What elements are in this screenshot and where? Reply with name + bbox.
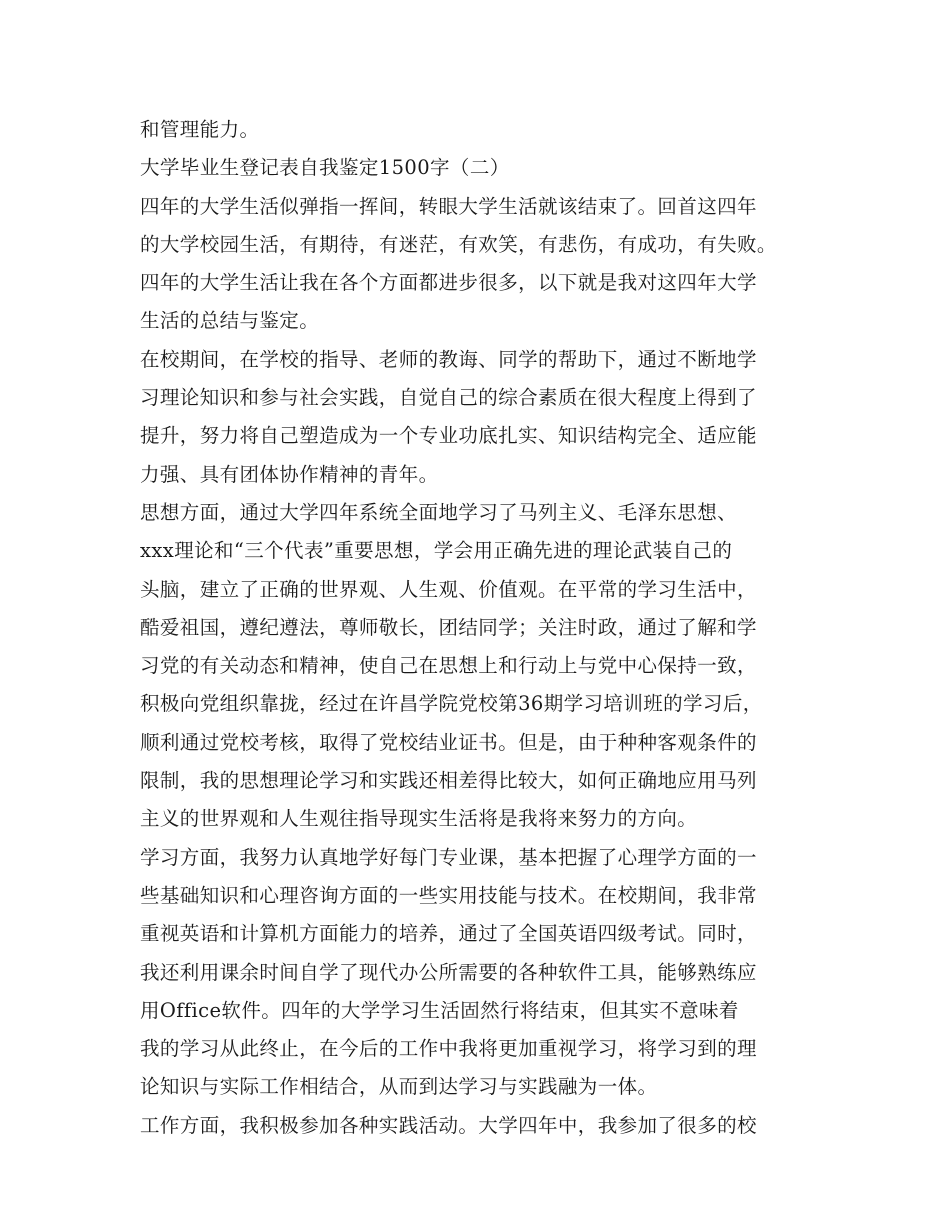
text-line: 的大学校园生活，有期待，有迷茫，有欢笑，有悲伤，有成功，有失败。 bbox=[140, 232, 777, 256]
text-line: 我的学习从此终止，在今后的工作中我将更加重视学习，将学习到的理 bbox=[140, 1037, 757, 1061]
text-line: 力强、具有团体协作精神的青年。 bbox=[140, 462, 439, 486]
text-line: 重视英语和计算机方面能力的培养，通过了全国英语四级考试。同时， bbox=[140, 922, 757, 946]
text-line: 论知识与实际工作相结合，从而到达学习与实践融为一体。 bbox=[140, 1075, 658, 1099]
section-heading: 大学毕业生登记表自我鉴定1500字（二） bbox=[140, 156, 510, 180]
text-line: 主义的世界观和人生观往指导现实生活将是我将来努力的方向。 bbox=[140, 807, 698, 831]
text-line: 四年的大学生活让我在各个方面都进步很多，以下就是我对这四年大学 bbox=[140, 271, 757, 295]
text-line: 习党的有关动态和精神，使自己在思想上和行动上与党中心保持一致， bbox=[140, 654, 757, 678]
text-line: 我还利用课余时间自学了现代办公所需要的各种软件工具，能够熟练应 bbox=[140, 960, 757, 984]
text-line: 顺利通过党校考核，取得了党校结业证书。但是，由于种种客观条件的 bbox=[140, 730, 757, 754]
text-line: 积极向党组织靠拢，经过在许昌学院党校第36期学习培训班的学习后， bbox=[140, 692, 763, 716]
text-line: 些基础知识和心理咨询方面的一些实用技能与技术。在校期间，我非常 bbox=[140, 883, 757, 907]
text-line: 提升，努力将自己塑造成为一个专业功底扎实、知识结构完全、适应能 bbox=[140, 424, 757, 448]
text-line: 习理论知识和参与社会实践，自觉自己的综合素质在很大程度上得到了 bbox=[140, 386, 757, 410]
text-line: 思想方面，通过大学四年系统全面地学习了马列主义、毛泽东思想、 bbox=[140, 500, 738, 524]
text-line: 四年的大学生活似弹指一挥间，转眼大学生活就该结束了。回首这四年 bbox=[140, 194, 757, 218]
text-line: 在校期间，在学校的指导、老师的教诲、同学的帮助下，通过不断地学 bbox=[140, 347, 757, 371]
text-line: 用Office软件。四年的大学学习生活固然行将结束，但其实不意味着 bbox=[140, 998, 739, 1022]
text-line: 工作方面，我积极参加各种实践活动。大学四年中，我参加了很多的校 bbox=[140, 1113, 757, 1137]
text-line: 生活的总结与鉴定。 bbox=[140, 309, 320, 333]
text-line: 头脑，建立了正确的世界观、人生观、价值观。在平常的学习生活中， bbox=[140, 577, 757, 601]
document-body bbox=[140, 111, 840, 1145]
text-line: 限制，我的思想理论学习和实践还相差得比较大，如何正确地应用马列 bbox=[140, 769, 757, 793]
text-line: 学习方面，我努力认真地学好每门专业课，基本把握了心理学方面的一 bbox=[140, 845, 757, 869]
text-line: xxx理论和“三个代表”重要思想，学会用正确先进的理论武装自己的 bbox=[140, 539, 733, 563]
text-line: 和管理能力。 bbox=[140, 118, 260, 141]
text-line: 酷爱祖国，遵纪遵法，尊师敬长，团结同学；关注时政，通过了解和学 bbox=[140, 615, 757, 639]
